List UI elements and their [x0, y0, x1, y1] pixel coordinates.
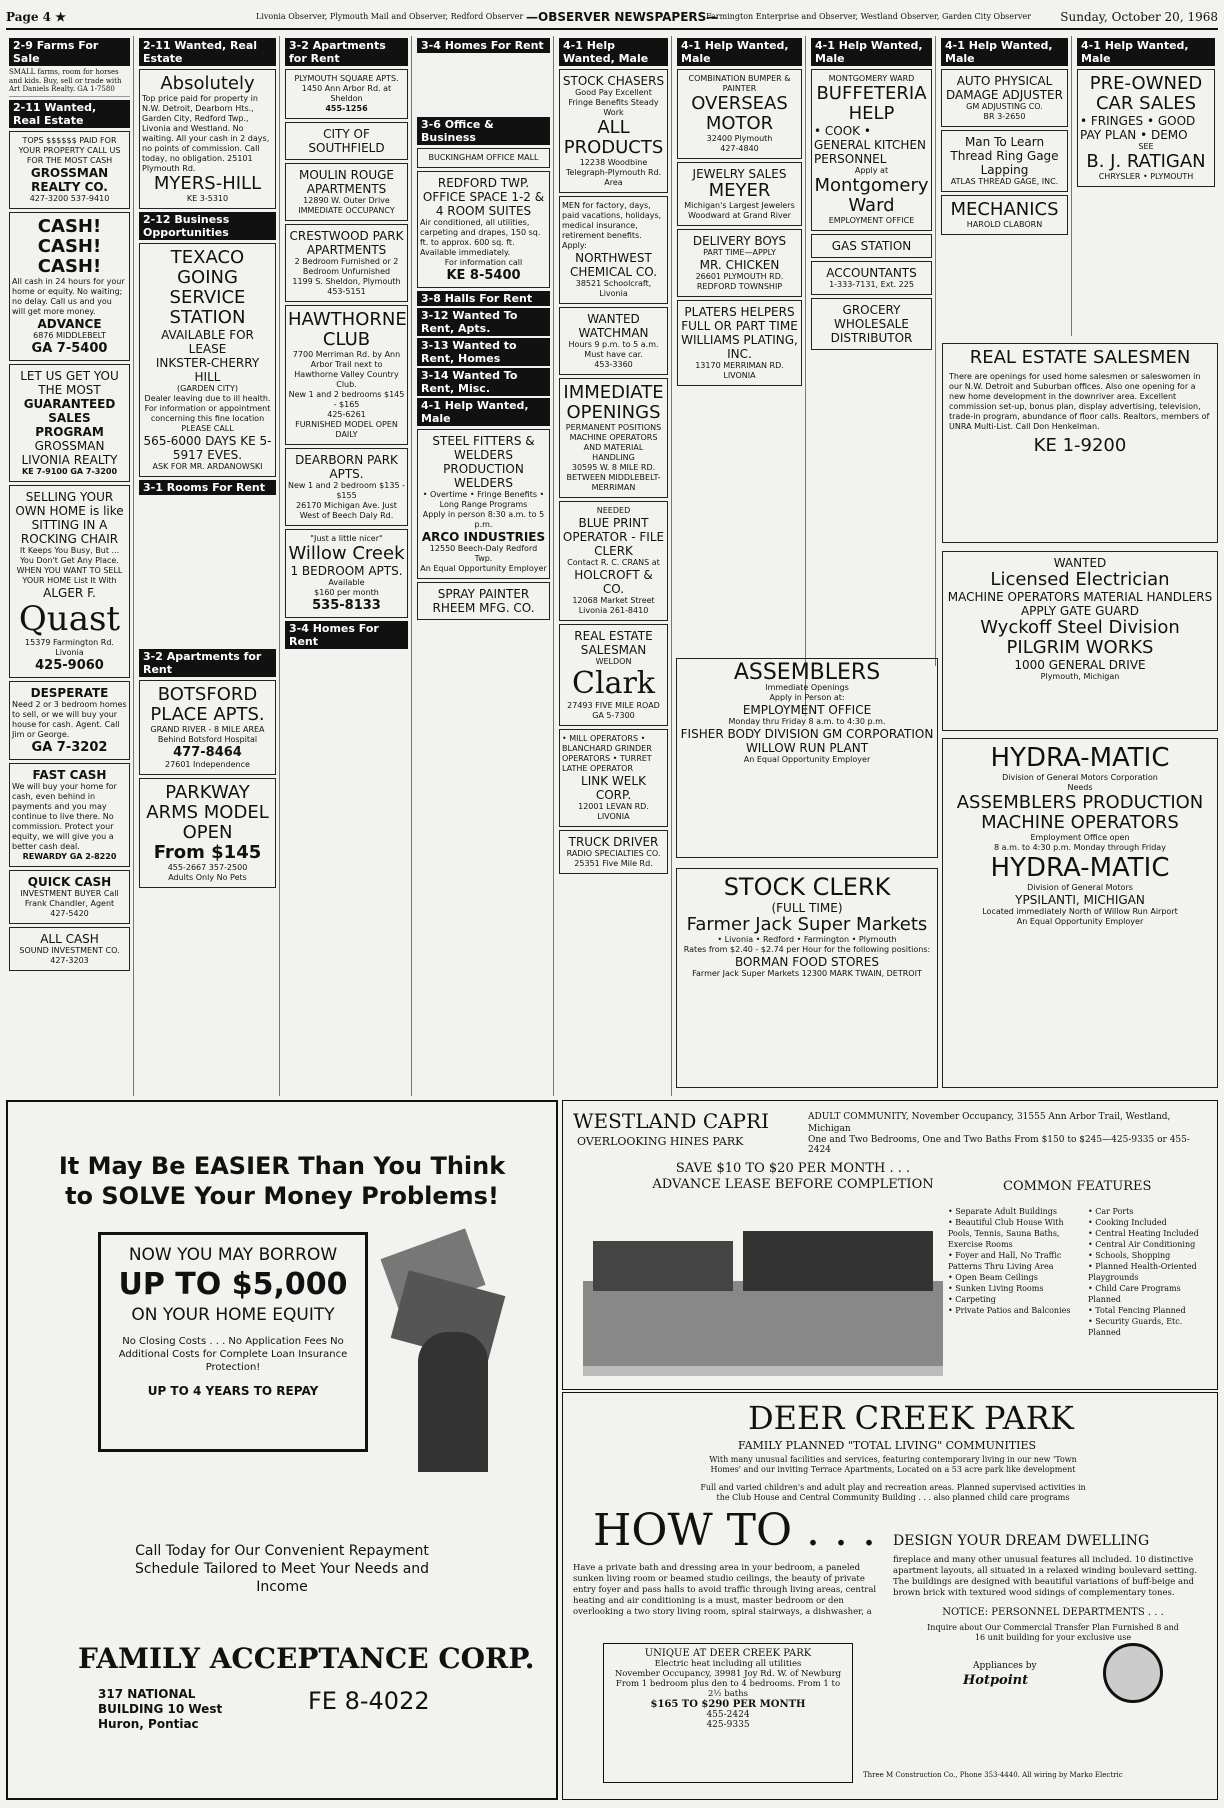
family-acceptance-ad	[6, 1100, 558, 1800]
masthead-left: Livonia Observer, Plymouth Mail and Observer, Redford Observer	[256, 12, 524, 21]
family-headline-1: It May Be EASIER Than You Think	[58, 1152, 506, 1180]
column-4	[414, 36, 554, 1096]
overseas-motor-ad: COMBINATION BUMPER & PAINTER OVERSEAS MOTOR 32400 Plymouth 427-4840	[677, 69, 802, 159]
redford-office-ad: REDFORD TWP. OFFICE SPACE 1-2 & 4 ROOM SUITES Air conditioned, all utilities, carpeting and drapes, 150 sq. ft. to approx. 600 sq. ft. Available immediately. For information call KE 8-5400	[417, 171, 550, 288]
fast-cash-ad: FAST CASH We will buy your home for cash, even behind in payments and you may continue to live there. No commission. Protect your equity, we will give you a better cash deal. REWARDY GA 2-8220	[9, 763, 130, 867]
botsford-ad: BOTSFORD PLACE APTS. GRAND RIVER - 8 MILE AREA Behind Botsford Hospital 477-8464 27601 Independence	[139, 680, 276, 775]
unique-box: UNIQUE AT DEER CREEK PARK Electric heat including all utilities November Occupancy, 39981 Joy Rd. W. of Newburg From 1 bedroom plus den to 4 bedrooms. From 1 to 2½ baths $165 TO $290 PER MONTH 455-2424 425-9335	[603, 1643, 853, 1783]
column-9	[1074, 36, 1218, 336]
section-header: 3-2 Apartments for Rent	[139, 649, 276, 677]
link-welk-ad: • MILL OPERATORS • BLANCHARD GRINDER OPERATORS • TURRET LATHE OPERATOR LINK WELK CORP. 12001 LEVAN RD. LIVONIA	[559, 729, 668, 827]
column-2	[136, 36, 280, 1096]
arco-ad: STEEL FITTERS & WELDERS PRODUCTION WELDERS • Overtime • Fringe Benefits • Long Range Programs Apply in person 8:30 a.m. to 5 p.m. ARCO INDUSTRIES 12550 Beech-Daly Redford Twp. An Equal Opportunity Employer	[417, 429, 550, 579]
deer-creek-park-ad: DEER CREEK PARK FAMILY PLANNED "TOTAL LIVING" COMMUNITIES With many unusual facilities and services, featuring contemporary living in our new 'Town Homes' and our inviting Terrace Apartments, Located on a 53 acre park like development Full and varied children's and adult play and recreation areas. Planned supervised activities in the Club House and Central Community Building . . . also planned child care programs HOW TO . . . DESIGN YOUR DREAM DWELLING Have a private bath and dressing area in your bedroom, a paneled sunken living room or beamed studio ceilings, the beauty of private entry foyer and pass halls to avoid traffic through living areas, central heating and air conditioning is a must, master bedroom or den overlooking a two story living room, spiral stairways, a dishwasher, a fireplace and many other unusual features all included. 10 distinctive apartment layouts, all situated in a relaxed winding boulevard setting. The buildings are designed with beautiful variations of buff-beige and brown brick with textured wood sidings of complementary tones. NOTICE: PERSONNEL DEPARTMENTS . . . Inquire about Our Commercial Transfer Plan Furnished 8 and 16 unit building for your exclusive use UNIQUE AT DEER CREEK PARK Electric heat including all utilities November Occupancy, 39981 Joy Rd. W. of Newburg From 1 bedroom plus den to 4 bedrooms. From 1 to 2½ baths $165 TO $290 PER MONTH 455-2424 425-9335 Appliances by Hotpoint Three M Construction Co., Phone 353-4440. All wiring by Marko Electric	[562, 1392, 1218, 1800]
section-header: 3-4 Homes For Rent	[417, 38, 550, 53]
features-list-2: • Car Ports • Cooking Included • Central Heating Included • Central Air Conditioning • Schools, Shopping • Planned Health-Oriented Playgrounds • Child Care Programs Planned • Total Fencing Planned • Security Guards, Etc. Planned	[1088, 1207, 1199, 1337]
meyer-ad: JEWELRY SALES MEYER Michigan's Largest Jewelers Woodward at Grand River	[677, 162, 802, 226]
masthead	[6, 4, 1218, 30]
section-header: 3-13 Wanted to Rent, Homes	[417, 338, 550, 366]
parkway-arms-ad: PARKWAY ARMS MODEL OPEN From $145 455-2667 357-2500 Adults Only No Pets	[139, 778, 276, 888]
section-header: 4-1 Help Wanted, Male	[417, 398, 550, 426]
section-header: 4-1 Help Wanted, Male	[1077, 38, 1215, 66]
apartment-building-illustration	[583, 1201, 943, 1381]
section-header: 4-1 Help Wanted, Male	[941, 38, 1068, 66]
section-header: 3-8 Halls For Rent	[417, 291, 550, 306]
crestwood-ad: CRESTWOOD PARK APARTMENTS 2 Bedroom Furnished or 2 Bedroom Unfurnished 1199 S. Sheldon, Plymouth 453-5151	[285, 224, 408, 302]
column-7	[808, 36, 936, 666]
holcroft-ad: NEEDED BLUE PRINT OPERATOR - FILE CLERK Contact R. C. CRANS at HOLCROFT & CO. 12068 Market Street Livonia 261-8410	[559, 501, 668, 621]
northwest-chemical-ad: MEN for factory, days, paid vacations, holidays, medical insurance, retirement benefits. Apply: NORTHWEST CHEMICAL CO. 38521 Schoolcraft, Livonia	[559, 196, 668, 304]
common-features-title: COMMON FEATURES	[1003, 1179, 1152, 1194]
section-header: 2-11 Wanted, Real Estate	[139, 38, 276, 66]
gm-adjusting-ad: AUTO PHYSICAL DAMAGE ADJUSTER GM ADJUSTING CO. BR 3-2650	[941, 69, 1068, 127]
section-header: 3-12 Wanted To Rent, Apts.	[417, 308, 550, 336]
texaco-ad: TEXACO GOING SERVICE STATION AVAILABLE FOR LEASE INKSTER-CHERRY HILL (GARDEN CITY) Dealer leaving due to ill health. For information or appointment concerning this fine location PLEASE CALL 565-6000 DAYS KE 5-5917 EVES. ASK FOR MR. ARDANOWSKI	[139, 243, 276, 477]
advance-ad: CASH! CASH! CASH! All cash in 24 hours for your home or equity. No waiting; no delay. Call us and you will get more money. ADVANCE 6876 MIDDLEBELT GA 7-5400	[9, 212, 130, 361]
hand-with-money-illustration	[368, 1222, 518, 1472]
column-6	[674, 36, 806, 716]
section-header: 3-14 Wanted To Rent, Misc.	[417, 368, 550, 396]
column-1	[6, 36, 134, 1096]
desperate-ad: DESPERATE Need 2 or 3 bedroom homes to sell, or we will buy your house for cash. Agent. Call Jim or George. GA 7-3202	[9, 681, 130, 760]
family-phone: FE 8-4022	[308, 1687, 430, 1715]
weldon-clark-ad: REAL ESTATE SALESMAN WELDON Clark 27493 FIVE MILE ROAD GA 5-7300	[559, 624, 668, 726]
section-header: 3-4 Homes For Rent	[285, 621, 408, 649]
immediate-openings-ad: IMMEDIATE OPENINGS PERMANENT POSITIONS MACHINE OPERATORS AND MATERIAL HANDLING 30595 W. 8 MILE RD. BETWEEN MIDDLEBELT-MERRIMAN	[559, 378, 668, 498]
section-header: 4-1 Help Wanted, Male	[559, 38, 668, 66]
gas-station-ad: GAS STATION	[811, 234, 932, 258]
section-header: 2-9 Farms For Sale	[9, 38, 130, 66]
family-address: 317 NATIONAL BUILDING 10 West Huron, Pontiac	[98, 1687, 223, 1731]
masthead-title: —OBSERVER NEWSPAPERS—	[526, 10, 719, 24]
montgomery-ward-ad: MONTGOMERY WARD BUFFETERIA HELP • COOK • GENERAL KITCHEN PERSONNEL Apply at Montgomery Ward EMPLOYMENT OFFICE	[811, 69, 932, 231]
quast-logo: Quast	[18, 598, 121, 639]
hydra-matic-ad: HYDRA-MATIC Division of General Motors Corporation Needs ASSEMBLERS PRODUCTION MACHINE OPERATORS Employment Office open 8 a.m. to 4:30 p.m. Monday through Friday HYDRA-MATIC Division of General Motors YPSILANTI, MICHIGAN Located immediately North of Willow Run Airport An Equal Opportunity Employer	[942, 738, 1218, 1088]
family-call-text: Call Today for Our Convenient Repayment Schedule Tailored to Meet Your Needs and Income	[134, 1543, 430, 1595]
watchman-ad: WANTED WATCHMAN Hours 9 p.m. to 5 a.m. Must have car. 453-3360	[559, 307, 668, 375]
southfield-ad: CITY OF SOUTHFIELD	[285, 122, 408, 160]
moulin-rouge-ad: MOULIN ROUGE APARTMENTS 12890 W. Outer Drive IMMEDIATE OCCUPANCY	[285, 163, 408, 221]
grossman-livonia-ad: LET US GET YOU THE MOST GUARANTEED SALES PROGRAM GROSSMAN LIVONIA REALTY KE 7-9100 GA 7-3200	[9, 364, 130, 482]
dearborn-park-ad: DEARBORN PARK APTS. New 1 and 2 bedroom $135 - $155 26170 Michigan Ave. Just West of Beech Daly Rd.	[285, 448, 408, 526]
section-header: 3-6 Office & Business	[417, 117, 550, 145]
buckingham-ad: BUCKINGHAM OFFICE MALL	[417, 148, 550, 168]
section-header: 2-11 Wanted, Real Estate	[9, 100, 130, 128]
borrow-box: NOW YOU MAY BORROW UP TO $5,000 ON YOUR HOME EQUITY No Closing Costs . . . No Application Fees No Additional Costs for Complete Loan Insurance Protection! UP TO 4 YEARS TO REPAY	[98, 1232, 368, 1452]
plymouth-square-ad: PLYMOUTH SQUARE APTS. 1450 Ann Arbor Rd. at Sheldon 455-1256	[285, 69, 408, 119]
truck-driver-ad: TRUCK DRIVER RADIO SPECIALTIES CO. 25351 Five Mile Rd.	[559, 830, 668, 874]
willow-creek-ad: "Just a little nicer" Willow Creek 1 BEDROOM APTS. Available $160 per month 535-8133	[285, 529, 408, 618]
how-to-heading: HOW TO . . .	[593, 1505, 876, 1556]
classified-ad: SMALL farms, room for horses and kids. Buy, sell or trade with Art Daniels Realty. GA 1-7580	[9, 68, 130, 97]
rheem-ad: SPRAY PAINTER RHEEM MFG. CO.	[417, 582, 550, 620]
all-products-ad: STOCK CHASERS Good Pay Excellent Fringe Benefits Steady Work ALL PRODUCTS 12238 Woodbine Telegraph-Plymouth Rd. Area	[559, 69, 668, 193]
family-corp-name: FAMILY ACCEPTANCE CORP.	[78, 1642, 535, 1675]
borman-stock-clerk-ad: STOCK CLERK (FULL TIME) Farmer Jack Super Markets • Livonia • Redford • Farmington • Plymouth Rates from $2.40 - $2.74 per Hour for the following positions: BORMAN FOOD STORES Farmer Jack Super Markets 12300 MARK TWAIN, DETROIT	[676, 868, 938, 1088]
williams-plating-ad: PLATERS HELPERS FULL OR PART TIME WILLIAMS PLATING, INC. 13170 MERRIMAN RD. LIVONIA	[677, 300, 802, 386]
sound-investment-ad: ALL CASH SOUND INVESTMENT CO. 427-3203	[9, 927, 130, 971]
classified-filler	[139, 497, 276, 647]
grocery-ad: GROCERY WHOLESALE DISTRIBUTOR	[811, 298, 932, 350]
quick-cash-ad: QUICK CASH INVESTMENT BUYER Call Frank Chandler, Agent 427-5420	[9, 870, 130, 924]
hawthorne-ad: HAWTHORNE CLUB 7700 Merriman Rd. by Ann Arbor Trail next to Hawthorne Valley Country Club. New 1 and 2 bedrooms $145 - $165 425-6261 FURNISHED MODEL OPEN DAILY	[285, 305, 408, 445]
masthead-right: Farmington Enterprise and Observer, Westland Observer, Garden City Observer	[706, 12, 1031, 21]
mechanics-ad: MECHANICS HAROLD CLABORN	[941, 195, 1068, 235]
fisher-body-ad: ASSEMBLERS Immediate Openings Apply in Person at: EMPLOYMENT OFFICE Monday thru Friday 8 a.m. to 4:30 p.m. FISHER BODY DIVISION GM CORPORATION WILLOW RUN PLANT An Equal Opportunity Employer	[676, 658, 938, 858]
features-list-1: • Separate Adult Buildings • Beautiful Club House With Pools, Tennis, Sauna Baths, Exercise Rooms • Foyer and Hall, No Traffic Patterns Thru Living Area • Open Beam Ceilings • Sunken Living Rooms • Carpeting • Private Patios and Balconies	[948, 1207, 1071, 1315]
page-number: Page 4 ★	[6, 10, 66, 24]
section-header: 3-1 Rooms For Rent	[139, 480, 276, 495]
section-header: 2-12 Business Opportunities	[139, 212, 276, 240]
clark-logo: Clark	[572, 666, 655, 701]
family-headline-2: to SOLVE Your Money Problems!	[65, 1182, 499, 1210]
seal-icon	[1103, 1643, 1163, 1703]
westland-capri-ad: WESTLAND CAPRI OVERLOOKING HINES PARK ADULT COMMUNITY, November Occupancy, 31555 Ann Arbor Trail, Westland, Michigan One and Two Bedrooms, One and Two Baths From $150 to $245—425-9335 or 455-2424 SAVE $10 TO $20 PER MONTH . . . ADVANCE LEASE BEFORE COMPLETION COMMON FEATURES • Separate Adult Buildings • Beautiful Club House With Pools, Tennis, Sauna Baths, Exercise Rooms • Foyer and Hall, No Traffic Patterns Thru Living Area • Open Beam Ceilings • Sunken Living Rooms • Carpeting • Private Patios and Balconies • Car Ports • Cooking Included • Central Heating Included • Central Air Conditioning • Schools, Shopping • Planned Health-Oriented Playgrounds • Child Care Programs Planned • Total Fencing Planned • Security Guards, Etc. Planned	[562, 1100, 1218, 1390]
column-3	[282, 36, 412, 1096]
section-header: 4-1 Help Wanted, Male	[677, 38, 802, 66]
ratigan-ad: PRE-OWNED CAR SALES • FRINGES • GOOD PAY PLAN • DEMO SEE B. J. RATIGAN CHRYSLER • PLYMOUTH	[1077, 69, 1215, 187]
section-header: 4-1 Help Wanted, Male	[811, 38, 932, 66]
deer-title: DEER CREEK PARK	[748, 1399, 1074, 1437]
quast-ad: SELLING YOUR OWN HOME is like SITTING IN A ROCKING CHAIR It Keeps You Busy, But ... You Don't Get Any Place. WHEN YOU WANT TO SELL YOUR HOME List It With ALGER F. Quast 15379 Farmington Rd. Livonia 425-9060	[9, 485, 130, 678]
atlas-thread-ad: Man To Learn Thread Ring Gage Lapping ATLAS THREAD GAGE, INC.	[941, 130, 1068, 192]
real-estate-salesmen-ad: REAL ESTATE SALESMEN There are openings for used home salesmen or saleswomen in our N.W. Detroit and Suburban offices. Also one opening for a new home development in the downriver area. Excellent commission set-up, bonus plan, display advertising, television, trade-in program, abundance of floor calls. Realtors, members of UNRA Multi-List. Call Don Henkelman. KE 1-9200	[942, 343, 1218, 543]
westland-title: WESTLAND CAPRI	[573, 1109, 769, 1133]
column-8	[938, 36, 1072, 336]
myers-hill-ad: Absolutely Top price paid for property in N.W. Detroit, Dearborn Hts., Garden City, Redford Twp., Livonia and Westland. No waiting. All your cash in 2 days, no points of commission. Call today, no obligation. 25101 Plymouth Rd. MYERS-HILL KE 3-5310	[139, 69, 276, 209]
wyckoff-steel-ad: WANTED Licensed Electrician MACHINE OPERATORS MATERIAL HANDLERS APPLY GATE GUARD Wyckoff Steel Division PILGRIM WORKS 1000 GENERAL DRIVE Plymouth, Michigan	[942, 551, 1218, 731]
column-5	[556, 36, 672, 1096]
mr-chicken-ad: DELIVERY BOYS PART TIME—APPLY MR. CHICKEN 26601 PLYMOUTH RD. REDFORD TOWNSHIP	[677, 229, 802, 297]
masthead-date: Sunday, October 20, 1968	[1060, 10, 1218, 24]
hotpoint-logo: Hotpoint	[963, 1673, 1029, 1688]
grossman-ad: TOPS $$$$$$ PAID FOR YOUR PROPERTY CALL US FOR THE MOST CASH GROSSMAN REALTY CO. 427-3200 537-9410	[9, 131, 130, 209]
section-header: 3-2 Apartments for Rent	[285, 38, 408, 66]
accountants-ad: ACCOUNTANTS 1-333-7131, Ext. 225	[811, 261, 932, 295]
